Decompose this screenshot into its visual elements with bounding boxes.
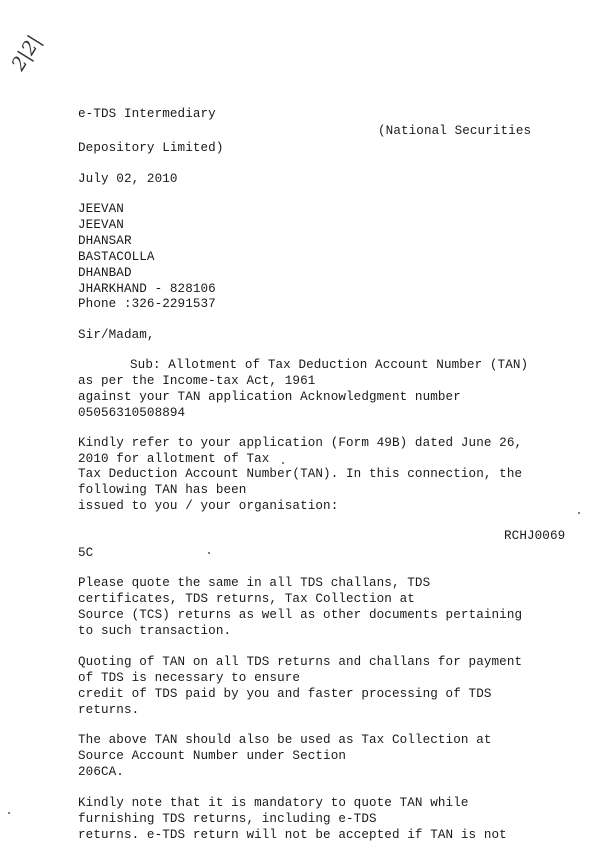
sender-line-2: (National Securities: [378, 124, 532, 138]
letter-date: July 02, 2010: [78, 172, 178, 186]
paragraph-line: 206CA.: [78, 765, 124, 779]
address-line: BASTACOLLA: [78, 250, 155, 264]
address-line: JHARKHAND - 828106: [78, 282, 216, 296]
paragraph-line: Source Account Number under Section: [78, 749, 347, 763]
paragraph-line: Quoting of TAN on all TDS returns and challans for payment: [78, 655, 523, 669]
address-line: JEEVAN: [78, 218, 124, 232]
paragraph-line: The above TAN should also be used as Tax Collection at: [78, 733, 492, 747]
paragraph-line: Tax Deduction Account Number(TAN). In this connection, the: [78, 467, 523, 481]
paragraph-line: to such transaction.: [78, 624, 232, 638]
paragraph-line: 2010 for allotment of Tax: [78, 452, 270, 466]
tan-suffix: 5C: [78, 546, 94, 560]
subject-line: against your TAN application Acknowledgment number: [78, 390, 461, 404]
scan-speck: [578, 512, 580, 514]
paragraph-line: following TAN has been: [78, 483, 247, 497]
address-line: DHANBAD: [78, 266, 132, 280]
paragraph-line: issued to you / your organisation:: [78, 499, 339, 513]
address-line: DHANSAR: [78, 234, 132, 248]
tan-number: RCHJ0069: [504, 529, 566, 543]
address-phone: Phone :326-2291537: [78, 297, 216, 311]
scan-speck: [8, 812, 10, 814]
paragraph-line: returns. e-TDS return will not be accepted if TAN is not: [78, 828, 507, 842]
scan-speck: [208, 552, 210, 554]
paragraph-line: Please quote the same in all TDS challans, TDS: [78, 576, 431, 590]
paragraph-line: returns.: [78, 703, 140, 717]
acknowledgment-number: 05056310508894: [78, 406, 186, 420]
paragraph-line: Source (TCS) returns as well as other documents pertaining: [78, 608, 523, 622]
sender-line-1: e-TDS Intermediary: [78, 107, 216, 121]
paragraph-line: credit of TDS paid by you and faster processing of TDS: [78, 687, 492, 701]
paragraph-line: Kindly refer to your application (Form 49B) dated June 26,: [78, 436, 523, 450]
handwritten-annotation: 2|2|: [7, 31, 46, 75]
salutation: Sir/Madam,: [78, 328, 155, 342]
subject-line: as per the Income-tax Act, 1961: [78, 374, 316, 388]
paragraph-line: furnishing TDS returns, including e-TDS: [78, 812, 377, 826]
subject-line: Sub: Allotment of Tax Deduction Account Number (TAN): [130, 358, 529, 372]
sender-line-3: Depository Limited): [78, 141, 224, 155]
paragraph-line: Kindly note that it is mandatory to quote TAN while: [78, 796, 469, 810]
paragraph-line: certificates, TDS returns, Tax Collection at: [78, 592, 415, 606]
scan-speck: [282, 462, 284, 464]
paragraph-line: of TDS is necessary to ensure: [78, 671, 301, 685]
address-line: JEEVAN: [78, 202, 124, 216]
